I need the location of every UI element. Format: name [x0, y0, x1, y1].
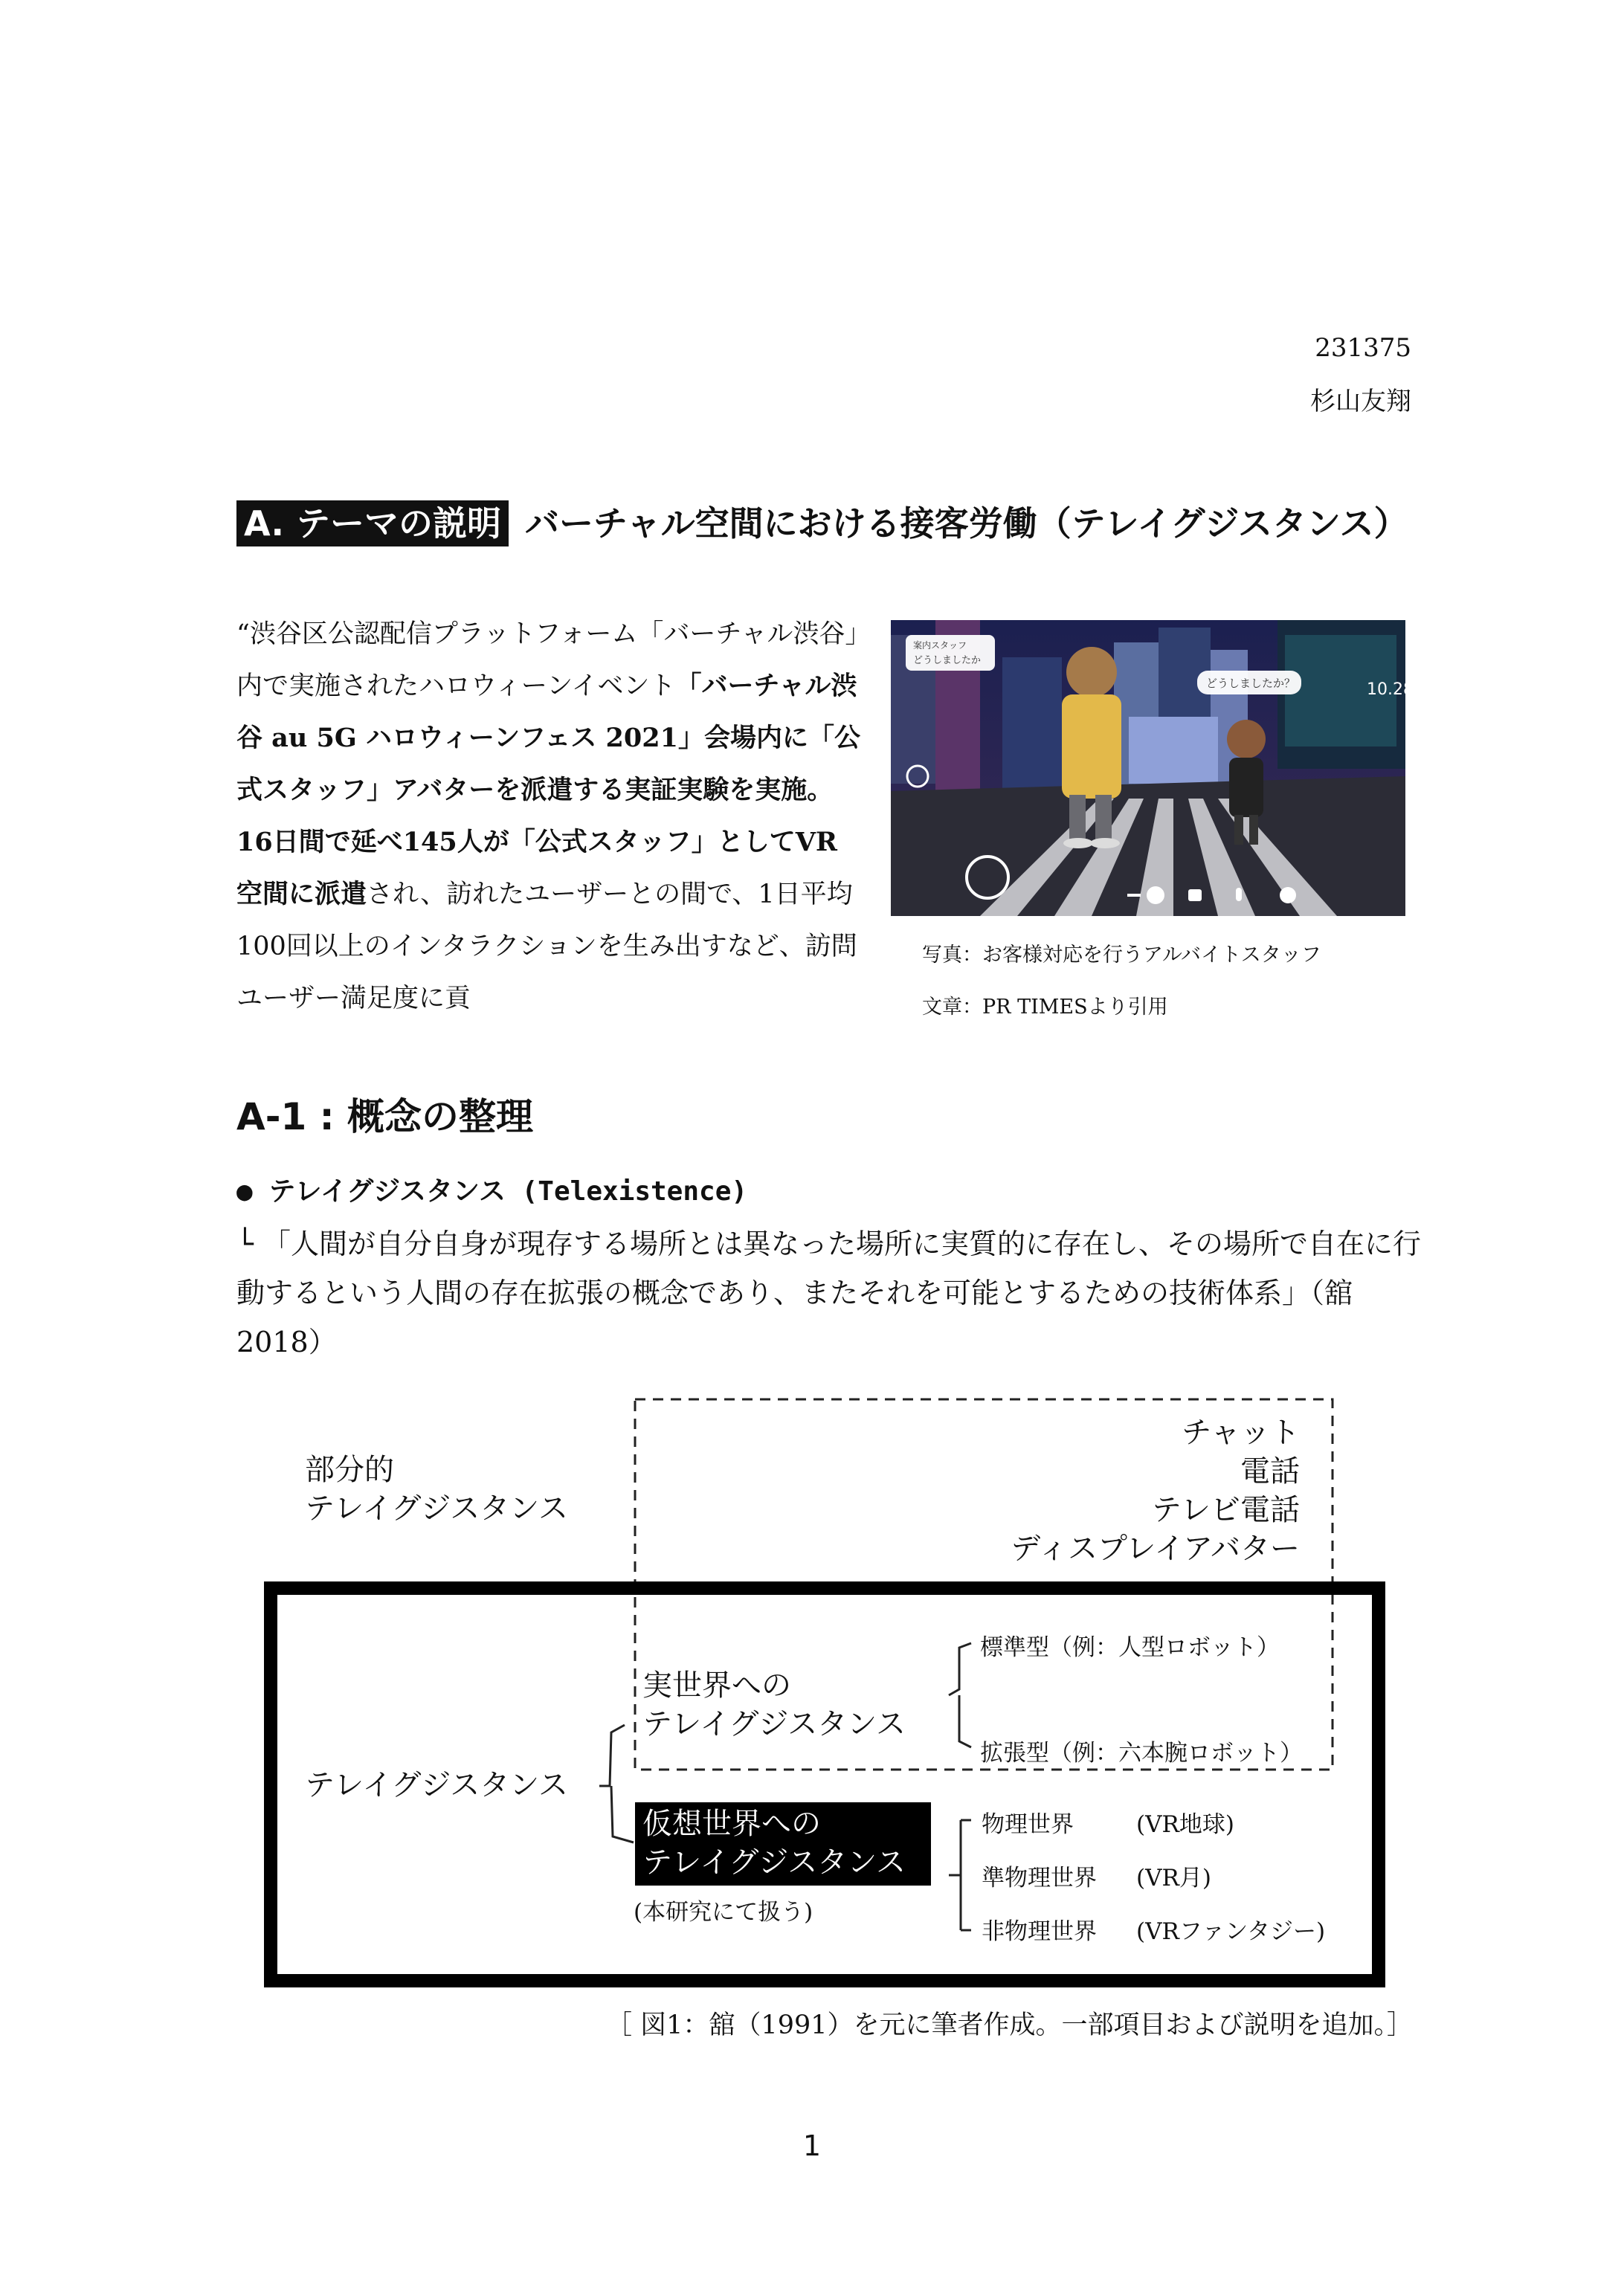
intro-part-1: “渋谷区公認配信プラットフォーム「バーチャル渋谷」内で実施されたハロウィーンイベント	[236, 619, 858, 701]
student-name: 杉山友翔	[1310, 387, 1411, 416]
definition-text: └ 「人間が自分自身が現存する場所とは異なった場所に実質的に存在し、その場所で自在に行動するという人間の存在拡張の概念であり、またそれを可能とするための技術体系」（舘 2018）	[236, 1228, 1421, 1358]
virtual-type-quasi-physical: 準物理世界	[982, 1865, 1097, 1892]
bubble-left-title: 案内スタッフ	[913, 640, 967, 651]
virtual-world-label-1: 仮想世界への	[642, 1807, 821, 1841]
subsection-heading: A-1 : 概念の整理	[236, 1095, 534, 1138]
section-tag: A. テーマの説明	[236, 500, 509, 546]
partial-example-videophone: テレビ電話	[1151, 1493, 1300, 1527]
partial-label-2: テレイグジスタンス	[305, 1492, 568, 1526]
partial-label-1: 部分的	[305, 1453, 394, 1487]
bullet-telexistence: ● テレイグジスタンス (Telexistence)	[236, 1176, 748, 1207]
photo-source: 文章：PR TIMESより引用	[922, 996, 1168, 1019]
virtual-type-non-physical: 非物理世界	[982, 1918, 1097, 1945]
student-id: 231375	[1315, 333, 1411, 363]
billboard-date: 10.28	[1367, 680, 1414, 699]
virtual-example-moon: (VR月)	[1136, 1865, 1211, 1892]
virtual-example-earth: (VR地球)	[1136, 1811, 1234, 1838]
real-type-extended: 拡張型（例：六本腕ロボット）	[980, 1740, 1303, 1767]
root-label: テレイグジスタンス	[305, 1768, 568, 1802]
photo-caption: 写真：お客様対応を行うアルバイトスタッフ	[922, 944, 1321, 967]
intro-part-3: され、訪れたユーザーとの間で、1日平均100回以上のインタラクションを生み出すなど、訪問ユーザー満足度に貢	[236, 880, 857, 1013]
real-world-label-1: 実世界への	[642, 1668, 791, 1703]
virtual-type-physical: 物理世界	[982, 1811, 1074, 1838]
bubble-left-text: どうしましたか	[913, 655, 982, 666]
real-world-label-2: テレイグジスタンス	[642, 1707, 906, 1741]
bubble-right-text: どうしましたか？	[1206, 677, 1296, 690]
real-type-standard: 標準型（例：人型ロボット）	[980, 1634, 1280, 1661]
section-title: バーチャル空間における接客労働（テレイグジスタンス）	[524, 503, 1408, 544]
partial-example-phone: 電話	[1240, 1454, 1300, 1489]
partial-example-chat: チャット	[1182, 1416, 1300, 1450]
virtual-world-note: (本研究にて扱う)	[634, 1899, 813, 1926]
intro-part-2-bold: 「バーチャル渋谷 au 5G ハロウィーンフェス 2021」会場内に「公式スタッフ」アバターを派遣する実証実験を実施。16日間で延べ145人が「公式スタッフ」としてVR空間に派遣	[236, 671, 860, 909]
partial-example-display-avatar: ディスプレイアバター	[1011, 1532, 1300, 1566]
figure-caption: ［ 図1：舘（1991）を元に筆者作成。一部項目および説明を追加。］	[606, 2010, 1413, 2040]
virtual-example-fantasy: (VRファンタジー)	[1136, 1918, 1326, 1945]
page-number: 1	[802, 2129, 822, 2162]
virtual-world-label-2: テレイグジスタンス	[642, 1845, 906, 1880]
